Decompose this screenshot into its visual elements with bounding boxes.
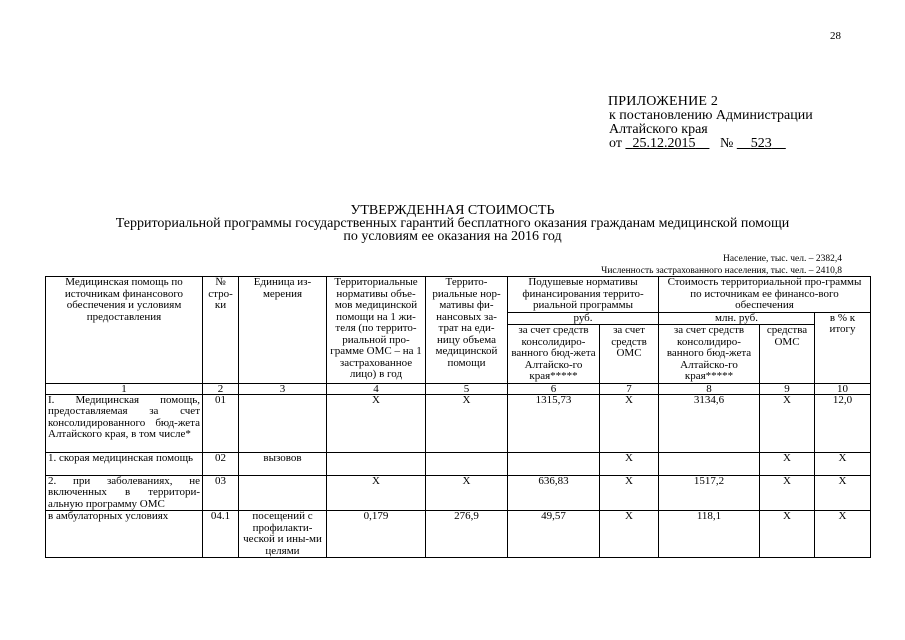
row-cost-oms: X [760, 394, 815, 452]
row-per-capita-budget: 49,57 [508, 511, 600, 558]
row-code: 03 [203, 475, 239, 511]
row-percent: X [815, 452, 871, 475]
page-number: 28 [830, 30, 841, 42]
row-unit [239, 394, 327, 452]
header-group-program-cost: Стоимость территориальной про-граммы по источникам ее финансо-вого обеспечения [659, 277, 871, 313]
appendix-number: 523 [750, 136, 772, 151]
column-number: 7 [600, 383, 659, 394]
date-underline [625, 136, 709, 151]
row-name: в амбулаторных условиях [46, 511, 203, 558]
title-line-2: Территориальной программы государственных гарантий бесплатного оказания гражданам медицинской помощи [115, 216, 790, 231]
column-number: 5 [426, 383, 508, 394]
row-name: 1. скорая медицинская помощь [46, 452, 203, 475]
header-col-5: Террито-риальные нор-мативы фи-нансовых за-трат на еди-ницу объема медицинской помощи [426, 277, 508, 384]
header-group-per-capita: Подушевые нормативы финансирования террито-риальной программы [508, 277, 659, 313]
row-cost-norm [426, 452, 508, 475]
column-number: 9 [760, 383, 815, 394]
column-number: 10 [815, 383, 871, 394]
row-per-capita-oms: X [600, 452, 659, 475]
row-cost-oms: X [760, 511, 815, 558]
row-cost-budget: 118,1 [659, 511, 760, 558]
header-col-1: Медицинская помощь по источникам финансового обеспечения и условиям предоставления [46, 277, 203, 384]
appendix-line-1: к постановлению Администрации [609, 108, 813, 123]
row-per-capita-oms: X [600, 511, 659, 558]
header-unit-mln-rub: млн. руб. [659, 312, 815, 325]
row-code: 04.1 [203, 511, 239, 558]
header-col-4: Территориальные нормативы объе-мов медицинской помощи на 1 жи-теля (по террито-риальной про-грамме ОМС – на 1 застрахованное лицо) в год [327, 277, 426, 384]
row-percent: X [815, 511, 871, 558]
column-numbers-row [46, 383, 871, 394]
row-name: 2. при заболеваниях, не включенных в территори-альную программу ОМС [46, 475, 203, 511]
column-number: 8 [659, 383, 760, 394]
appendix-date-line [608, 137, 813, 151]
header-unit-rub: руб. [508, 312, 659, 325]
document-title [0, 204, 905, 243]
row-code: 02 [203, 452, 239, 475]
row-volume-norm [327, 452, 426, 475]
row-per-capita-budget: 636,83 [508, 475, 600, 511]
header-col-7: за счет средств ОМС [600, 325, 659, 384]
header-col-2: № стро-ки [203, 277, 239, 384]
column-number: 4 [327, 383, 426, 394]
table-row [46, 452, 871, 475]
table-row [46, 394, 871, 452]
date-prefix: от [609, 136, 622, 151]
row-per-capita-budget: 1315,73 [508, 394, 600, 452]
row-volume-norm: X [327, 394, 426, 452]
column-number: 2 [203, 383, 239, 394]
appendix-line-2: Алтайского края [609, 122, 708, 137]
row-code: 01 [203, 394, 239, 452]
row-per-capita-oms: X [600, 475, 659, 511]
column-number: 6 [508, 383, 600, 394]
row-unit: вызовов [239, 452, 327, 475]
appendix-date: 25.12.2015 [632, 136, 696, 151]
row-per-capita-budget [508, 452, 600, 475]
header-col-8: за счет средств консолидиро-ванного бюд-жета Алтайско-го края***** [659, 325, 760, 384]
row-cost-budget [659, 452, 760, 475]
number-prefix: № [719, 136, 734, 151]
title-line-1: УТВЕРЖДЕННАЯ СТОИМОСТЬ [350, 203, 555, 218]
row-name: I. Медицинская помощь, предоставляемая за счет консолидированного бюд-жета Алтайского края, в том числе* [46, 394, 203, 452]
column-number: 1 [46, 383, 203, 394]
table-row [46, 475, 871, 511]
row-per-capita-oms: X [600, 394, 659, 452]
header-col-10: в % к итогу [815, 312, 871, 383]
appendix-title: ПРИЛОЖЕНИЕ 2 [608, 94, 719, 109]
insured-population-stat: Численность застрахованного населения, тыс. чел. – 2410,8 [601, 266, 842, 276]
row-unit: посещений с профилакти-ческой и ины-ми целями [239, 511, 327, 558]
row-cost-budget: 3134,6 [659, 394, 760, 452]
row-cost-norm: X [426, 394, 508, 452]
row-cost-norm: 276,9 [426, 511, 508, 558]
cost-table [45, 276, 871, 558]
row-cost-budget: 1517,2 [659, 475, 760, 511]
row-unit [239, 475, 327, 511]
row-percent: X [815, 475, 871, 511]
column-number: 3 [239, 383, 327, 394]
number-underline [737, 136, 786, 151]
title-line-3: по условиям ее оказания на 2016 год [343, 229, 562, 244]
row-volume-norm: X [327, 475, 426, 511]
row-volume-norm: 0,179 [327, 511, 426, 558]
appendix-block [608, 95, 813, 151]
population-stat: Население, тыс. чел. – 2382,4 [723, 254, 842, 264]
row-cost-oms: X [760, 452, 815, 475]
header-col-3: Единица из-мерения [239, 277, 327, 384]
row-percent: 12,0 [815, 394, 871, 452]
row-cost-norm: X [426, 475, 508, 511]
row-cost-oms: X [760, 475, 815, 511]
table-row [46, 511, 871, 558]
header-col-9: средства ОМС [760, 325, 815, 384]
header-col-6: за счет средств консолидиро-ванного бюд-жета Алтайско-го края***** [508, 325, 600, 384]
